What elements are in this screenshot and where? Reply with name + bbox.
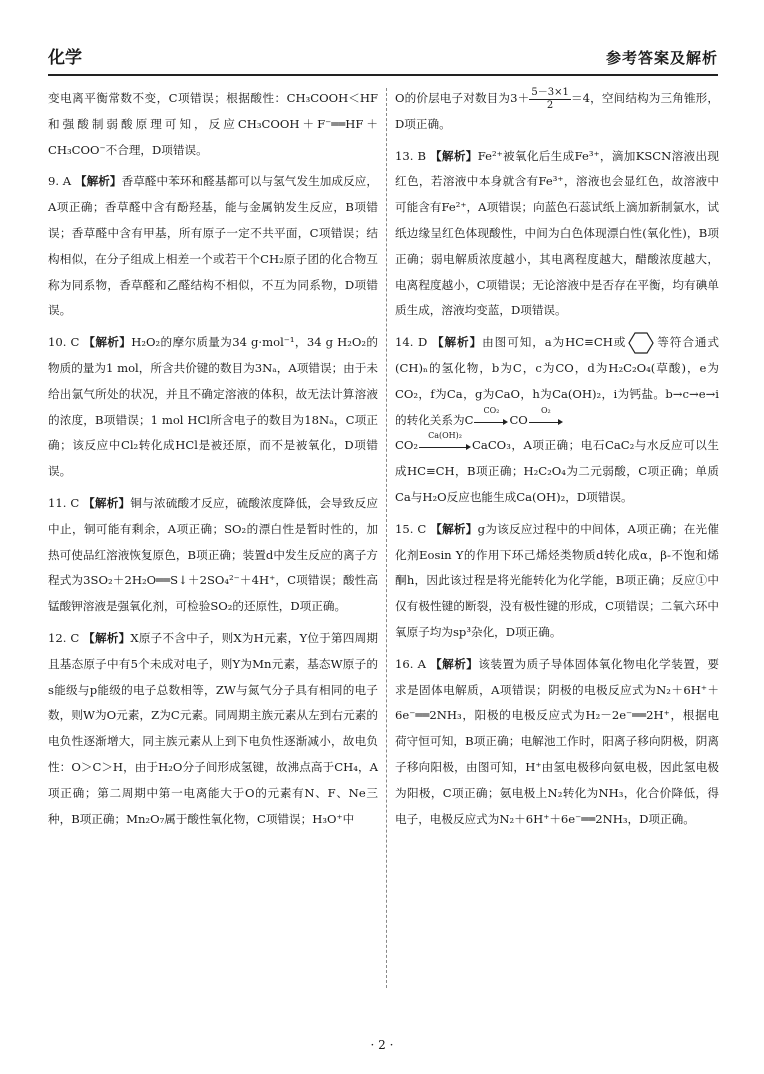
answer-9 bbox=[48, 169, 378, 324]
analysis-text: Fe²⁺被氧化后生成Fe³⁺，滴加KSCN溶液出现红色，若溶液中本身就含有Fe³⁺，溶液也会显红色，故溶液中可能含有Fe²⁺，A项错误；向蓝色石蕊试纸上滴加新制氯水，试纸边缘呈红色体现酸性，中间为白色体现漂白性(氧化性)，B项正确；弱电解质浓度越小，其电离程度越大，醋酸浓度越大，电离程度越小，C项错误；无论溶液中是否存在平衡，均有碘单质生成，溶液均变蓝，D项错误。 bbox=[395, 148, 719, 318]
continuation-paragraph bbox=[48, 86, 378, 163]
analysis-text: 香草醛中苯环和醛基都可以与氢气发生加成反应，A项正确；香草醛中含有酚羟基，能与金属钠发生反应，B项错误；香草醛中含有甲基，所有原子一定不共平面，C项错误；结构相似，在分子组成上相差一个或若干个CH₂原子团的化合物互称为同系物，香草醛和乙醛结构不相似，不互为同系物，D项错误。 bbox=[48, 174, 378, 318]
analysis-text: g为该反应过程中的中间体，A项正确；在光催化剂Eosin Y的作用下环己烯烃类物质d转化成α，β-不饱和烯酮h，因此该过程是将光能转化为化学能，B项正确；反应①中仅有极性键的断裂，没有极性键的形成，C项错误；二氧六环中氧原子均为sp³杂化，D项正确。 bbox=[395, 521, 719, 639]
analysis-tag: 【解析】 bbox=[431, 335, 483, 350]
section-title: 参考答案及解析 bbox=[605, 49, 718, 67]
analysis-text: 等符合通式(CH)ₙ的氢化物，b为C，c为CO，d为H₂C₂O₄(草酸)，e为CO₂，f为Ca，g为CaO，h为Ca(OH)₂，i为钙盐。b→c→e→i的转化关系为C bbox=[395, 335, 719, 427]
column-divider bbox=[386, 88, 387, 988]
reaction-arrow bbox=[419, 431, 471, 452]
benzene-ring-icon bbox=[628, 332, 654, 354]
left-column bbox=[48, 86, 378, 838]
analysis-text: 由图可知，a为HC≡CH或 bbox=[482, 335, 627, 350]
reaction-arrow bbox=[529, 405, 563, 427]
answer-16 bbox=[395, 652, 719, 833]
answer-number: 14. D bbox=[395, 335, 428, 350]
reaction-arrow bbox=[474, 405, 508, 427]
analysis-tag: 【解析】 bbox=[430, 656, 479, 671]
paragraph-text: ＝4，空间结构为三角锥形，D项正确。 bbox=[395, 91, 719, 131]
fraction-denominator: 2 bbox=[546, 99, 554, 111]
answer-13 bbox=[395, 144, 719, 325]
arrow-label: O₂ bbox=[540, 405, 551, 415]
analysis-tag: 【解析】 bbox=[83, 495, 131, 510]
answer-number: 15. C bbox=[395, 521, 427, 536]
continuation-paragraph bbox=[395, 86, 719, 138]
analysis-tag: 【解析】 bbox=[430, 148, 478, 163]
page-number: · 2 · bbox=[370, 1038, 394, 1052]
page-header bbox=[48, 42, 718, 76]
answer-number: 10. C bbox=[48, 335, 80, 350]
answer-number: 13. B bbox=[395, 148, 426, 163]
arrow-label: Ca(OH)₂ bbox=[428, 431, 462, 441]
answer-11 bbox=[48, 491, 378, 620]
answer-number: 12. C bbox=[48, 630, 80, 645]
analysis-text: CO₂ bbox=[395, 438, 419, 453]
fraction-numerator: 5－3×1 bbox=[531, 86, 569, 98]
analysis-text: 铜与浓硫酸才反应，硫酸浓度降低，会导致反应中止，铜可能有剩余，A项正确；SO₂的漂白性是暂时性的，加热可使品红溶液恢复原色，B项正确；装置d中发生反应的离子方程式为3SO₂＋2H₂O══S↓＋2SO₄²⁻＋4H⁺，C项错误；酸性高锰酸钾溶液是强氧化剂，可检验SO₂的还原性，D项正确。 bbox=[48, 495, 378, 614]
analysis-tag: 【解析】 bbox=[83, 335, 132, 350]
answer-14 bbox=[395, 330, 719, 511]
paragraph-text: 变电离平衡常数不变，C项错误；根据酸性：CH₃COOH＜HF和强酸制弱酸原理可知，反应CH₃COOH＋F⁻══HF＋CH₃COO⁻不合理，D项错误。 bbox=[48, 91, 378, 157]
answer-10 bbox=[48, 330, 378, 485]
answer-12 bbox=[48, 626, 378, 832]
subject-title: 化学 bbox=[48, 48, 82, 68]
answer-15 bbox=[395, 517, 719, 646]
analysis-text: H₂O₂的摩尔质量为34 g·mol⁻¹，34 g H₂O₂的物质的量为1 mol，所含共价键的数目为3Nₐ，A项错误；由于未给出氯气所处的状况，并且不确定溶液的体积，故无法计算溶液的浓度，B项错误；1 mol HCl所含电子的数目为18Nₐ，C项正确；该反应中Cl₂转化成HCl是被还原，而不是被氧化，D项错误。 bbox=[48, 335, 378, 479]
analysis-tag: 【解析】 bbox=[430, 521, 478, 536]
analysis-tag: 【解析】 bbox=[74, 174, 122, 189]
answer-number: 16. A bbox=[395, 656, 426, 671]
analysis-text: CaCO₃，A项正确；电石CaC₂与水反应可以生成HC≡CH，B项正确；H₂C₂O₄为二元弱酸，C项正确；单质Ca与H₂O反应也能生成Ca(OH)₂，D项错误。 bbox=[395, 438, 719, 504]
fraction bbox=[529, 87, 570, 112]
paragraph-text: O的价层电子对数目为3＋ bbox=[395, 91, 530, 105]
answer-number: 11. C bbox=[48, 495, 80, 510]
analysis-tag: 【解析】 bbox=[83, 630, 131, 645]
analysis-text: X原子不含中子，则X为H元素，Y位于第四周期且基态原子中有5个未成对电子，则Y为Mn元素，基态W原子的s能级与p能级的电子总数相等，ZW与氮气分子具有相同的电子数，则W为O元素，Z为C元素。同周期主族元素从左到右元素的电负性逐渐增大，同主族元素从上到下电负性逐渐减小，故电负性：O＞C＞H，由于H₂O分子间形成氢键，故沸点高于CH₄，A项正确；第二周期中第一电离能大于O的元素有N、F、Ne三种，B项正确；Mn₂O₇属于酸性氧化物，C项错误；H₃O⁺中 bbox=[48, 630, 378, 826]
analysis-text: CO bbox=[509, 412, 528, 427]
arrow-label: CO₂ bbox=[483, 405, 500, 415]
analysis-text: 该装置为质子导体固体氧化物电化学装置，要求是固体电解质，A项错误；阴极的电极反应式为N₂＋6H⁺＋6e⁻══2NH₃，阳极的电极反应式为H₂－2e⁻══2H⁺，根据电荷守恒可知，B项正确；电解池工作时，阳离子移向阴极，阴离子移向阳极，由图可知，H⁺由氢电极移向氨电极，因此氢电极为阳极，C项正确；氨电极上N₂转化为NH₃，化合价降低，得电子，电极反应式为N₂＋6H⁺＋6e⁻══2NH₃，D项正确。 bbox=[395, 656, 719, 826]
right-column bbox=[395, 86, 719, 838]
answer-number: 9. A bbox=[48, 174, 72, 189]
